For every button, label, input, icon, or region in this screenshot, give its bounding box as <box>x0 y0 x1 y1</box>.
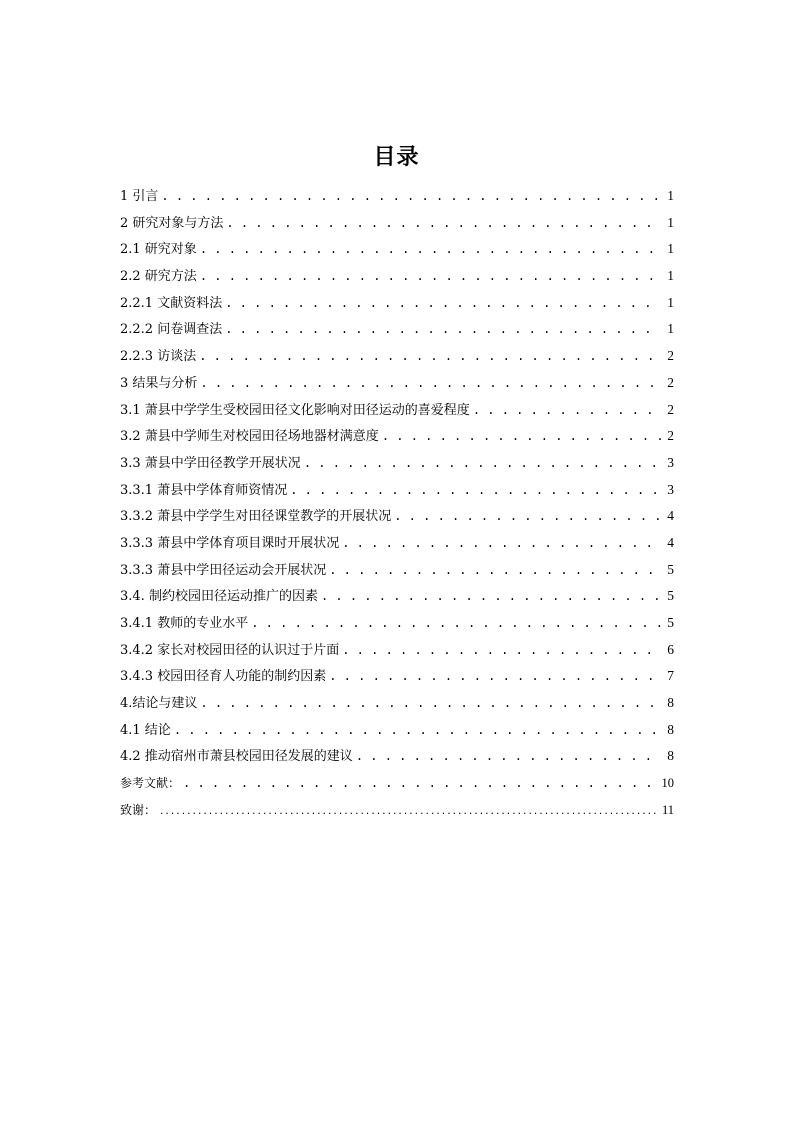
toc-dot-leader <box>321 583 661 610</box>
toc-dot-leader <box>159 797 659 826</box>
toc-dot-leader <box>161 183 661 210</box>
toc-entry-label: 4.结论与建议 <box>120 696 198 712</box>
toc-entry[interactable] <box>120 557 674 584</box>
toc-entry-label: 3.2 萧县中学师生对校园田径场地器材满意度 <box>120 429 379 445</box>
toc-entry[interactable] <box>120 210 674 237</box>
toc-dot-leader <box>226 210 661 237</box>
toc-entry[interactable] <box>120 343 674 370</box>
toc-entry-label: 3.3.1 萧县中学体育师资情况 <box>120 482 288 498</box>
toc-entry[interactable] <box>120 316 674 343</box>
toc-entry-label: 2.2.2 问卷调查法 <box>120 322 223 338</box>
toc-entry-page-number: 1 <box>667 241 674 257</box>
toc-entry[interactable] <box>120 423 674 450</box>
toc-entry-label: 2.1 研究对象 <box>120 242 197 258</box>
toc-dot-leader <box>200 690 661 717</box>
toc-entry-label: 3.3.3 萧县中学田径运动会开展状况 <box>120 562 327 578</box>
toc-entry[interactable] <box>120 530 674 557</box>
toc-entry[interactable] <box>120 477 674 504</box>
toc-dot-leader <box>342 530 661 557</box>
toc-dot-leader <box>200 236 661 263</box>
toc-entry-label: 3.3 萧县中学田径教学开展状况 <box>120 455 301 471</box>
toc-dot-leader <box>200 370 661 397</box>
toc-entry-page-number: 6 <box>667 641 674 657</box>
toc-dot-leader <box>225 316 661 343</box>
toc-entry-label: 3.3.2 萧县中学学生对田径课堂教学的开展状况 <box>120 509 392 525</box>
toc-entry-page-number: 5 <box>667 561 674 577</box>
toc-entry-page-number: 10 <box>661 776 674 791</box>
toc-dot-leader <box>199 343 661 370</box>
toc-entry[interactable] <box>120 583 674 610</box>
toc-entry[interactable] <box>120 263 674 290</box>
toc-entry-page-number: 8 <box>667 748 674 764</box>
toc-entry-page-number: 8 <box>667 721 674 737</box>
toc-dot-leader <box>342 637 661 664</box>
toc-entry[interactable] <box>120 397 674 424</box>
toc-entry[interactable] <box>120 770 674 797</box>
toc-dot-leader <box>356 743 661 770</box>
toc-entry-label: 2.2 研究方法 <box>120 269 197 285</box>
toc-entry-page-number: 2 <box>667 374 674 390</box>
toc-entry-label: 3.4.1 教师的专业水平 <box>120 616 249 631</box>
toc-dot-leader <box>304 450 661 477</box>
toc-dot-leader <box>183 770 658 797</box>
toc-entry-label: 3 结果与分析 <box>120 375 198 391</box>
toc-entry-page-number: 2 <box>667 348 674 364</box>
toc-entry-page-number: 8 <box>667 695 674 711</box>
toc-dot-leader <box>329 663 661 690</box>
toc-entry[interactable] <box>120 663 674 690</box>
toc-dot-leader <box>251 610 661 637</box>
toc-entry-page-number: 3 <box>667 454 674 470</box>
toc-entry-label: 3.3.3 萧县中学体育项目课时开展状况 <box>120 535 340 551</box>
toc-dot-leader <box>200 263 661 290</box>
toc-entry-label: 3.4.2 家长对校园田径的认识过于片面 <box>120 642 340 658</box>
toc-entry[interactable] <box>120 797 674 824</box>
toc-entry-page-number: 1 <box>667 321 674 337</box>
toc-entry-page-number: 4 <box>667 508 674 524</box>
toc-entry[interactable] <box>120 610 674 637</box>
toc-entry[interactable] <box>120 637 674 664</box>
toc-entry-page-number: 2 <box>667 401 674 417</box>
toc-entry-page-number: 3 <box>667 481 674 497</box>
toc-entry-page-number: 4 <box>667 534 674 550</box>
toc-entry-label: 4.1 结论 <box>120 722 171 738</box>
toc-entry-label: 3.4.3 校园田径育人功能的制约因素 <box>120 669 327 685</box>
toc-dot-leader <box>290 477 661 504</box>
toc-entry-page-number: 1 <box>667 268 674 284</box>
toc-title: 目录 <box>373 145 420 170</box>
toc-entry[interactable] <box>120 743 674 770</box>
toc-entry-page-number: 5 <box>667 615 674 630</box>
toc-entry-label: 2.2.1 文献资料法 <box>120 295 223 311</box>
toc-entry[interactable] <box>120 370 674 397</box>
toc-entry-label: 2 研究对象与方法 <box>120 215 224 231</box>
toc-list <box>120 183 674 824</box>
toc-entry-page-number: 7 <box>667 668 674 684</box>
toc-dot-leader <box>394 503 661 530</box>
toc-entry-page-number: 1 <box>667 214 674 230</box>
toc-dot-leader <box>473 397 661 424</box>
toc-entry-page-number: 1 <box>667 294 674 310</box>
toc-entry[interactable] <box>120 236 674 263</box>
toc-entry-label: 致谢： <box>120 802 157 817</box>
toc-entry[interactable] <box>120 183 674 210</box>
toc-dot-leader <box>329 557 661 584</box>
toc-entry-label: 3.1 萧县中学学生受校园田径文化影响对田径运动的喜爱程度 <box>120 402 470 418</box>
toc-entry-label: 4.2 推动宿州市萧县校园田径发展的建议 <box>120 749 353 765</box>
toc-dot-leader <box>382 423 661 450</box>
toc-entry-page-number: 2 <box>667 428 674 444</box>
toc-entry[interactable] <box>120 450 674 477</box>
toc-entry-label: 2.2.3 访谈法 <box>120 349 197 365</box>
toc-entry-label: 参考文献： <box>120 776 181 791</box>
toc-entry[interactable] <box>120 717 674 744</box>
toc-entry-page-number: 1 <box>667 188 674 203</box>
toc-entry[interactable] <box>120 690 674 717</box>
toc-entry-label: 1 引言 <box>120 189 159 204</box>
toc-entry-label: 3.4. 制约校园田径运动推广的因素 <box>120 589 318 605</box>
toc-entry[interactable] <box>120 290 674 317</box>
toc-entry-page-number: 11 <box>661 802 674 817</box>
toc-entry-page-number: 5 <box>667 588 674 604</box>
toc-dot-leader <box>225 290 661 317</box>
toc-entry[interactable] <box>120 503 674 530</box>
toc-dot-leader <box>174 717 661 744</box>
